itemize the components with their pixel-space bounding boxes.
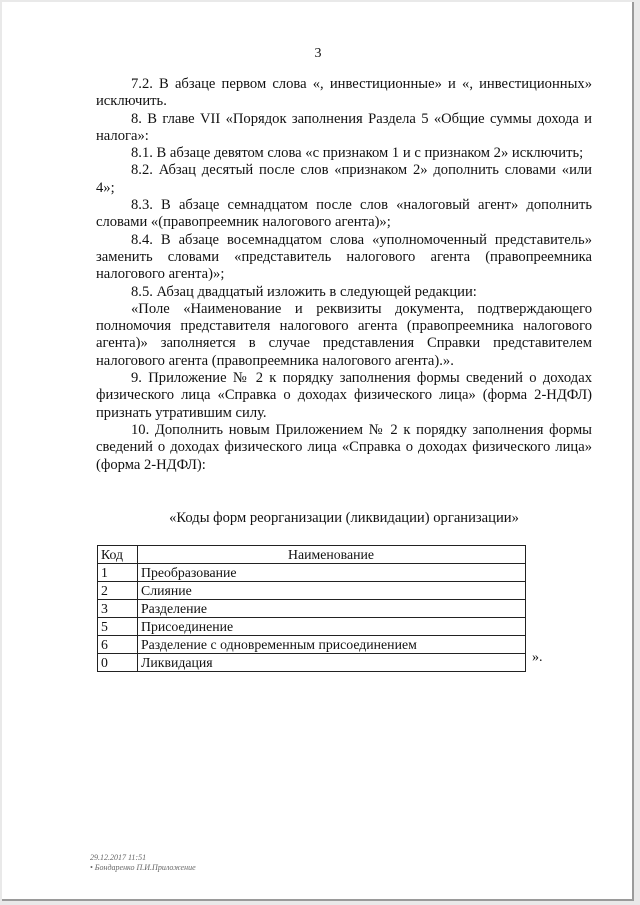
stamp-datetime: 29.12.2017 11:51	[90, 853, 147, 862]
table-header-row	[98, 546, 526, 564]
table-row	[98, 618, 526, 636]
table-row	[98, 582, 526, 600]
stamp-file: • Бондаренко П.И.Приложение	[90, 863, 196, 872]
paragraph-8-1: 8.1. В абзаце девятом слова «с признаком 1 и с признаком 2» исключить;	[131, 145, 584, 162]
column-header-name: Наименование	[138, 546, 526, 564]
cell-name: Разделение с одновременным присоединением	[138, 636, 526, 654]
table-row	[98, 654, 526, 672]
page-number: 3	[314, 46, 322, 61]
document-stamp	[90, 853, 196, 873]
column-header-code: Код	[98, 546, 138, 564]
table-row	[98, 600, 526, 618]
paragraph-quote: «Поле «Наименование и реквизиты документа, подтверждающего полномочия представителя налогового агента (правопреемника налогового агента)» заполняется в случае представления Справки представителем налогового агента (правопреемника налогового агента).».	[96, 300, 592, 369]
table-row	[98, 564, 526, 582]
document-body	[96, 76, 592, 474]
closing-quote: ».	[532, 650, 543, 665]
cell-code: 6	[98, 636, 138, 654]
paragraph-8: 8. В главе VII «Порядок заполнения Раздела 5 «Общие суммы дохода и налога»:	[96, 110, 592, 144]
cell-name: Ликвидация	[138, 654, 526, 672]
cell-name: Слияние	[138, 582, 526, 600]
table-row	[98, 636, 526, 654]
reorganization-codes-table	[97, 545, 526, 672]
cell-name: Присоединение	[138, 618, 526, 636]
paragraph-9: 9. Приложение № 2 к порядку заполнения формы сведений о доходах физического лица «Справка о доходах физического лица» (форма 2-НДФЛ) признать утратившим силу.	[96, 370, 592, 421]
cell-code: 5	[98, 618, 138, 636]
paragraph-7-2: 7.2. В абзаце первом слова «, инвестиционные» и «, инвестиционных» исключить.	[96, 76, 592, 110]
cell-code: 3	[98, 600, 138, 618]
paragraph-8-4: 8.4. В абзаце восемнадцатом слова «уполномоченный представитель» заменить словами «представитель налогового агента (правопреемника налогового агента)»;	[96, 231, 592, 283]
cell-code: 0	[98, 654, 138, 672]
cell-name: Разделение	[138, 600, 526, 618]
cell-name: Преобразование	[138, 564, 526, 582]
paragraph-8-2: 8.2. Абзац десятый после слов «признаком 2» дополнить словами «или 4»;	[96, 162, 592, 196]
paragraph-8-3: 8.3. В абзаце семнадцатом после слов «налоговый агент» дополнить словами «(правопреемник налогового агента)»;	[96, 197, 592, 231]
document-page	[2, 2, 634, 901]
cell-code: 2	[98, 582, 138, 600]
paragraph-8-5: 8.5. Абзац двадцатый изложить в следующей редакции:	[131, 283, 477, 300]
table-caption: «Коды форм реорганизации (ликвидации) организации»	[169, 510, 519, 526]
cell-code: 1	[98, 564, 138, 582]
paragraph-10: 10. Дополнить новым Приложением № 2 к порядку заполнения формы сведений о доходах физического лица «Справка о доходах физического лица» (форма 2-НДФЛ):	[96, 421, 592, 473]
